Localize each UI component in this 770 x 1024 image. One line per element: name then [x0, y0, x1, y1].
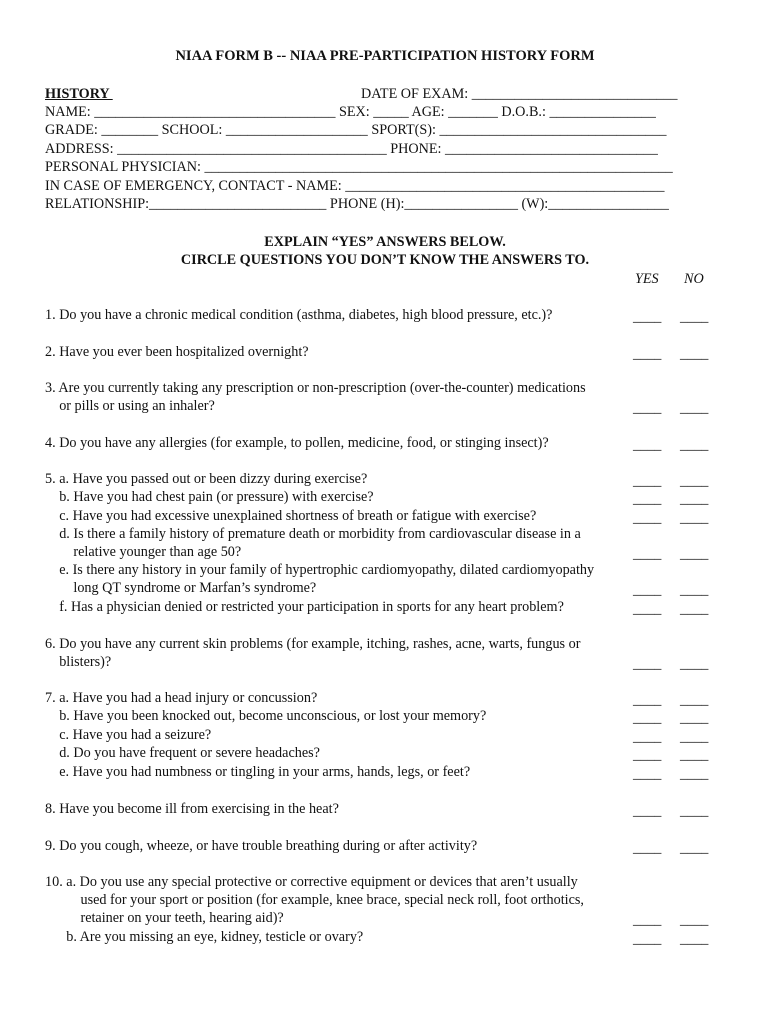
- answer-yes-blank[interactable]: ____: [633, 692, 662, 708]
- explain-instruction: EXPLAIN “YES” ANSWERS BELOW.: [264, 234, 506, 250]
- history-heading: HISTORY: [45, 86, 113, 102]
- answer-yes-blank[interactable]: ____: [633, 400, 662, 416]
- question-10b: b. Are you missing an eye, kidney, testicle or ovary?: [45, 929, 364, 945]
- yes-column-header: YES: [635, 271, 659, 287]
- question-5e: e. Is there any history in your family of hypertrophic cardiomyopathy, dilated cardiomyopathy: [45, 562, 595, 578]
- emergency-contact-line[interactable]: IN CASE OF EMERGENCY, CONTACT - NAME: _____________________________________________: [45, 178, 665, 194]
- answer-yes-blank[interactable]: ____: [633, 437, 662, 453]
- answer-yes-blank[interactable]: ____: [633, 656, 662, 672]
- answer-yes-blank[interactable]: ____: [633, 931, 662, 947]
- answer-yes-blank[interactable]: ____: [633, 582, 662, 598]
- personal-physician-line[interactable]: PERSONAL PHYSICIAN: __________________________________________________________________: [45, 159, 673, 175]
- answer-no-blank[interactable]: ____: [680, 582, 709, 598]
- question-9: 9. Do you cough, wheeze, or have trouble breathing during or after activity?: [45, 838, 478, 854]
- question-10a-cont1: used for your sport or position (for example, knee brace, special neck roll, foot orthotics,: [45, 892, 584, 908]
- answer-yes-blank[interactable]: ____: [633, 473, 662, 489]
- answer-no-blank[interactable]: ____: [680, 840, 709, 856]
- question-1: 1. Do you have a chronic medical condition (asthma, diabetes, high blood pressure, etc.)?: [45, 307, 553, 323]
- question-7b: b. Have you been knocked out, become unconscious, or lost your memory?: [45, 708, 487, 724]
- answer-yes-blank[interactable]: ____: [633, 766, 662, 782]
- question-5c: c. Have you had excessive unexplained shortness of breath or fatigue with exercise?: [45, 508, 537, 524]
- answer-no-blank[interactable]: ____: [680, 400, 709, 416]
- question-7d: d. Do you have frequent or severe headaches?: [45, 745, 320, 761]
- form-title: NIAA FORM B -- NIAA PRE-PARTICIPATION HISTORY FORM: [175, 48, 595, 64]
- answer-yes-blank[interactable]: ____: [633, 912, 662, 928]
- name-sex-age-dob-line[interactable]: NAME: __________________________________ SEX: _____ AGE: _______ D.O.B.: _______________: [45, 104, 656, 120]
- question-7e: e. Have you had numbness or tingling in your arms, hands, legs, or feet?: [45, 764, 471, 780]
- answer-yes-blank[interactable]: ____: [633, 840, 662, 856]
- question-4: 4. Do you have any allergies (for example, to pollen, medicine, food, or stinging insect)?: [45, 435, 549, 451]
- grade-school-sport-line[interactable]: GRADE: ________ SCHOOL: ____________________ SPORT(S): ________________________________: [45, 122, 667, 138]
- answer-no-blank[interactable]: ____: [680, 912, 709, 928]
- address-phone-line[interactable]: ADDRESS: ______________________________________ PHONE: ______________________________: [45, 141, 658, 157]
- question-6: 6. Do you have any current skin problems (for example, itching, rashes, acne, warts, fungus or: [45, 636, 581, 652]
- question-10a: 10. a. Do you use any special protective or corrective equipment or devices that aren’t usually: [45, 874, 578, 890]
- question-5f: f. Has a physician denied or restricted your participation in sports for any heart problem?: [45, 599, 564, 615]
- answer-yes-blank[interactable]: ____: [633, 346, 662, 362]
- answer-no-blank[interactable]: ____: [680, 710, 709, 726]
- answer-no-blank[interactable]: ____: [680, 747, 709, 763]
- relationship-phone-line[interactable]: RELATIONSHIP:_________________________ PHONE (H):________________ (W):_________________: [45, 196, 669, 212]
- answer-no-blank[interactable]: ____: [680, 601, 709, 617]
- answer-yes-blank[interactable]: ____: [633, 601, 662, 617]
- answer-no-blank[interactable]: ____: [680, 346, 709, 362]
- question-5e-cont: long QT syndrome or Marfan’s syndrome?: [45, 580, 317, 596]
- answer-yes-blank[interactable]: ____: [633, 510, 662, 526]
- answer-yes-blank[interactable]: ____: [633, 710, 662, 726]
- answer-no-blank[interactable]: ____: [680, 692, 709, 708]
- answer-no-blank[interactable]: ____: [680, 766, 709, 782]
- answer-no-blank[interactable]: ____: [680, 729, 709, 745]
- answer-yes-blank[interactable]: ____: [633, 546, 662, 562]
- circle-instruction: CIRCLE QUESTIONS YOU DON’T KNOW THE ANSWERS TO.: [180, 252, 590, 268]
- answer-yes-blank[interactable]: ____: [633, 309, 662, 325]
- answer-no-blank[interactable]: ____: [680, 931, 709, 947]
- question-8: 8. Have you become ill from exercising in the heat?: [45, 801, 339, 817]
- question-5a: 5. a. Have you passed out or been dizzy during exercise?: [45, 471, 368, 487]
- question-7a: 7. a. Have you had a head injury or concussion?: [45, 690, 318, 706]
- question-7c: c. Have you had a seizure?: [45, 727, 212, 743]
- answer-yes-blank[interactable]: ____: [633, 803, 662, 819]
- answer-yes-blank[interactable]: ____: [633, 747, 662, 763]
- no-column-header: NO: [684, 271, 704, 287]
- answer-yes-blank[interactable]: ____: [633, 491, 662, 507]
- answer-no-blank[interactable]: ____: [680, 803, 709, 819]
- question-10a-cont2: retainer on your teeth, hearing aid)?: [45, 910, 284, 926]
- question-5d-cont: relative younger than age 50?: [45, 544, 242, 560]
- answer-no-blank[interactable]: ____: [680, 437, 709, 453]
- answer-no-blank[interactable]: ____: [680, 656, 709, 672]
- answer-yes-blank[interactable]: ____: [633, 729, 662, 745]
- question-3: 3. Are you currently taking any prescription or non-prescription (over-the-counter) medications: [45, 380, 586, 396]
- question-6-cont: blisters)?: [45, 654, 112, 670]
- answer-no-blank[interactable]: ____: [680, 491, 709, 507]
- question-3-cont: or pills or using an inhaler?: [45, 398, 215, 414]
- answer-no-blank[interactable]: ____: [680, 309, 709, 325]
- question-5d: d. Is there a family history of premature death or morbidity from cardiovascular disease in a: [45, 526, 581, 542]
- date-of-exam-field[interactable]: DATE OF EXAM: _____________________________: [361, 86, 678, 102]
- answer-no-blank[interactable]: ____: [680, 473, 709, 489]
- answer-no-blank[interactable]: ____: [680, 546, 709, 562]
- question-5b: b. Have you had chest pain (or pressure) with exercise?: [45, 489, 374, 505]
- question-2: 2. Have you ever been hospitalized overnight?: [45, 344, 309, 360]
- answer-no-blank[interactable]: ____: [680, 510, 709, 526]
